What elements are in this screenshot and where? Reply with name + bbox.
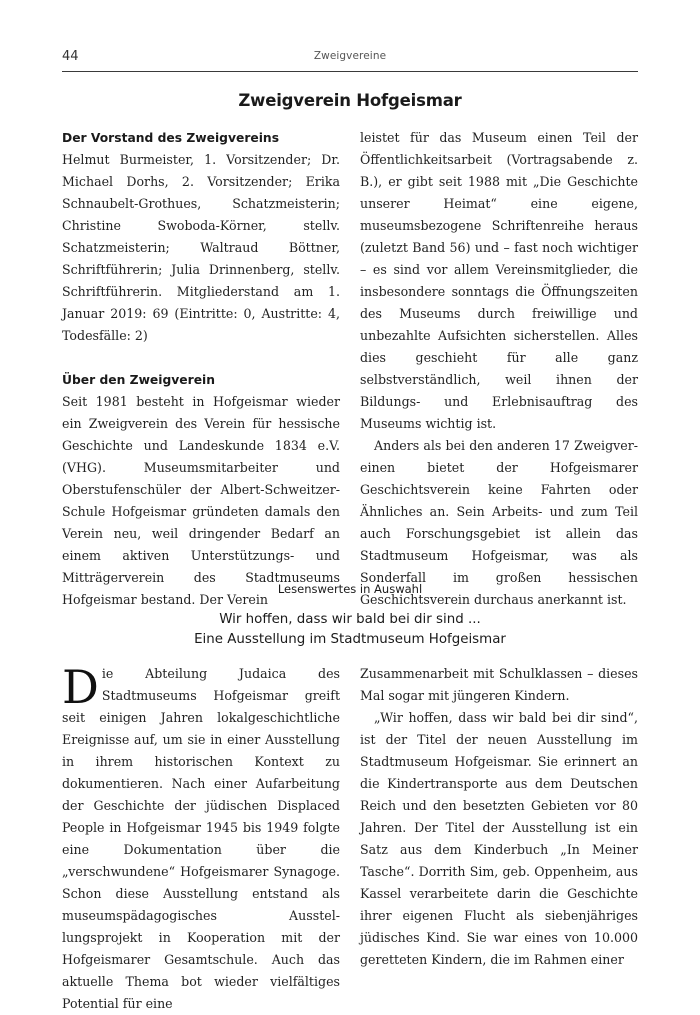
paragraph-spacer <box>62 347 340 369</box>
upper-left-column <box>62 127 340 611</box>
article-title <box>0 610 700 650</box>
article-paragraph-1-continued: Zusammenarbeit mit Schulklassen – dieses Mal sogar mit jüngeren Kindern. <box>360 666 638 703</box>
lower-left-column <box>62 660 340 1015</box>
article-paragraph-1-text: ie Abteilung Judaica des Stadtmuseums Hofgeismar greift seit einigen Jahren lokalgeschichtliche Ereignisse auf, um sie in einer Ausstellung in ihrem historischen Kontext zu dokumentieren. Nach einer Aufarbeitung der Geschichte der jüdischen Displaced People in Hofgeismar 1945 bis 1949 folgte eine Dokumentation über die „verschwundene“ Hofgeismarer Synagoge. Schon diese Ausstellung entstand als museumspädagogisches Ausstellungsprojekt in Kooperation mit der Hofgeismarer Gesamtschule. Auch das aktuelle Thema bot wieder vielfältiges Potential für eine <box>62 666 340 1011</box>
page-number: 44 <box>62 49 79 64</box>
lower-right-column <box>360 663 638 971</box>
running-header <box>62 49 638 67</box>
vorstand-text: Helmut Burmeister, 1. Vorsitzender; Dr. Michael Dorhs, 2. Vorsitzender; Erika Schnaubelt-Grothues, Schatzmeisterin; Christine Swoboda-Körner, stellv. Schatzmeisterin; Waltraud Böttner, Schriftführerin; Julia Drinnenberg, stellv. Schriftführerin. Mitgliederstand am 1. Januar 2019: 69 (Eintritte: 0, Austritte: 4, Todesfälle: 2) <box>62 152 340 343</box>
upper-right-column <box>360 127 638 611</box>
ueber-paragraph-1-continued: leistet für das Museum einen Teil der Öffentlichkeitsarbeit (Vortragsabende z. B.), er gibt seit 1988 mit „Die Geschichte unserer Heimat“ eine eigene, museumsbezogene Schriftenreihe heraus (zuletzt Band 56) und – fast noch wichtiger – es sind vor allem Vereinsmitglieder, die insbesondere sonntags die Öffnungszeiten des Museums durch freiwillige und unbezahlte Aufsichten sicherstellen. Alles dies geschieht für alle ganz selbstverständlich, weil ihnen der Bildungs- und Erlebnisauftrag des Museums wichtig ist. <box>360 130 638 431</box>
running-section-title: Zweigvereine <box>313 50 387 62</box>
article-paragraph-2: „Wir hoffen, dass wir bald bei dir sind“, ist der Titel der neuen Ausstellung im Stadtmuseum Hofgeismar. Sie erinnert an die Kindertransporte aus dem Deutschen Reich und den besetzten Gebieten vor 80 Jahren. Der Titel der Ausstellung ist ein Satz aus dem Kinderbuch „In Meiner Tasche“. Dorrith Sim, geb. Oppenheim, aus Kassel verarbeitete darin die Geschichte ihrer eigenen Flucht als siebenjähriges jüdisches Kind. Sie war eines von 10.000 geretteten Kindern, die im Rahmen einer <box>360 710 638 967</box>
drop-cap: D <box>62 660 99 714</box>
page-title: Zweigverein Hofgeismar <box>238 91 462 110</box>
ueber-paragraph-2: Anders als bei den anderen 17 Zweigvereinen bietet der Hofgeismarer Geschichtsverein keine Fahrten oder Ähnliches an. Sein Arbeits- und zum Teil auch Forschungsgebiet ist allein das Stadtmuseum Hofgeismar, was als Sonderfall im großen hessischen Geschichtsverein durchaus anerkannt ist. <box>360 438 638 607</box>
article-title-line-2: Eine Ausstellung im Stadtmuseum Hofgeismar <box>194 632 506 647</box>
article-paragraph-1-start <box>62 660 340 1015</box>
vorstand-heading: Der Vorstand des Zweigvereins <box>62 131 280 145</box>
article-title-line-1: Wir hoffen, dass wir bald bei dir sind ... <box>219 612 481 627</box>
ueber-paragraph-1-start: Seit 1981 besteht in Hofgeismar wieder ein Zweigverein des Verein für hessische Geschichte und Landeskunde 1834 e.V. (VHG). Museumsmitarbeiter und Oberstufenschüler der Albert-Schweitzer-Schule Hofgeismar gründeten damals den Verein neu, weil dringender Bedarf an einem aktiven Unterstützungs- und Mitträgerverein des Stadtmuseums Hofgeismar bestand. Der Verein <box>62 394 340 607</box>
lesenswertes-label: Lesenswertes in Auswahl <box>277 582 423 596</box>
ueber-heading: Über den Zweigverein <box>62 373 216 387</box>
header-rule <box>62 71 638 72</box>
